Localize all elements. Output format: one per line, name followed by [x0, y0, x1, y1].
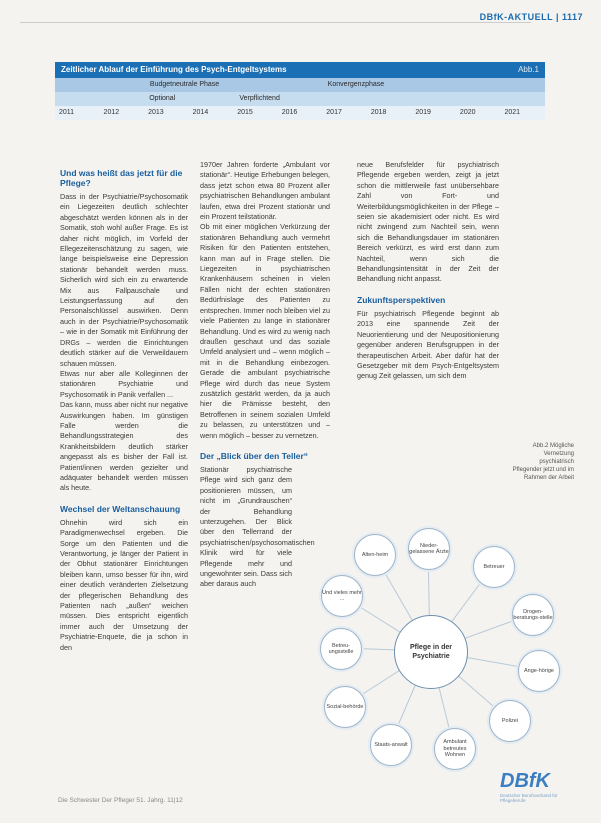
page-footer: Die Schwester Der Pfleger 51. Jahrg. 11|12: [58, 797, 183, 804]
logo-mark: DBfK: [500, 770, 550, 792]
year-cell: 2018: [370, 109, 387, 116]
year-cell: 2021: [504, 109, 521, 116]
year-cell: 2019: [415, 109, 431, 116]
node-altenheim: Alten-heim: [354, 534, 396, 576]
header-rule: [20, 22, 531, 23]
figure-caption: Abb.2 Mögliche Vernetzung psychiatrisch Pflegender jetzt und im Rahmen der Arbeit: [512, 443, 574, 481]
center-node: Pflege in der Psychiatrie: [394, 615, 468, 689]
year-cell: 2017: [326, 109, 342, 116]
page-header: [0, 0, 601, 20]
node-polizei: Polizei: [489, 700, 531, 742]
sub-verpflichtend: Verpflichtend: [239, 95, 280, 102]
year-cell: 2011: [59, 109, 75, 116]
network-diagram: [300, 520, 580, 780]
timeline-figure: [55, 62, 545, 120]
node-sozial: Sozial-behörde: [324, 686, 366, 728]
node-drogen: Drogen-beratungs-stelle: [512, 594, 554, 636]
paragraph: Dass in der Psychiatrie/Psychosomatik ein Liegezeiten deutlich schlechter abgeschätzt werden können als in der Somatik, stoh wohl außer Frage. Es ist daher nicht möglich, im Vorfeld der Ellegezeitenschätzung zu sagen, wie lange beispielsweise eine Depression stationär behandelt werden muss. Sicherlich wird sich ein zu erwartende Mix aus Fallpauschale und Leistungserfassung auf den Personalschlüssel auswirken. Denn auch in der Psychiatrie/Psychosomatik – wie in der Somatik mit Einführung der DRGs – werden die Einrichtungen deutlich stärker auf die Verweildauern schauen müssen.: [60, 192, 188, 368]
timeline-title-text: Zeitlicher Ablauf der Einführung des Psych-Entgeltsystems: [61, 65, 287, 74]
timeline-title: [55, 62, 545, 78]
section-heading: Und was heißt das jetzt für die Pflege?: [60, 168, 183, 188]
year-cell: 2012: [103, 109, 120, 116]
timeline-years-row: [55, 106, 545, 120]
node-angehoerige: Ange-hörige: [518, 650, 560, 692]
paragraph: Das kann, muss aber nicht nur negative Auswirkungen haben. Im günstigen Falle werden die Behandlungsstrategien des Krankheitsbildern deutlich stärker angepasst als es bisher der Fall ist. Patient/innen werden gezielter und adäquater behandelt werden müssen als heute.: [60, 400, 188, 493]
paragraph: Ob mit einer möglichen Verkürzung der stationären Behandlung auch vermehrt Risiken für den Patienten entstehen, kann man auf in Frage stellen. Die Liegezeiten in psychiatrischen Krankenhäusern scheinen in vielen Fällen nicht der echten stationären Bedürfnislage des Patienten zu entsprechen. Immer noch bleiben viel zu viele Patienten zu lange in stationärer Behandlung. Und es wird zu wenig nach draußen geschaut und das soziale Umfeld analysiert und – wenn möglich – mit in die Behandlung einbezogen. Gerade die ambulant psychiatrische Pflege wird durch das neue System zusätzlich gestärkt werden, da ja auch hier die Prämisse besteht, den Betroffenen in seinem sozialen Umfeld zu belassen, zu unterstützen und – wenn möglich – besser zu vernetzen.: [200, 222, 330, 440]
node-betreuungsstelle: Betreu-ungsstelle: [320, 628, 362, 670]
year-cell: 2013: [148, 109, 164, 116]
sub-optional: Optional: [149, 95, 176, 102]
node-aerzte: Nieder-gelassene Ärzte: [408, 528, 450, 570]
node-staats: Staats-anwalt: [370, 724, 412, 766]
paragraph: Etwas nur aber alle Kolleginnen der stationären Psychiatrie und Psychosomatik in Panik verfallen ...: [60, 368, 188, 399]
paragraph: neue Berufsfelder für psychiatrisch Pflegende ergeben werden, zeigt ja jetzt schon die mittlerweile fast unübersehbare Zahl von Fort- und Weiterbildungsmöglichkeiten in der Pflege – seien sie akademisiert oder nicht. Es wird nicht zwingend zum Nachteil sein, wenn sich die Behandlungsdauer im stationären Bereich verkürzt, es wird erst dann zum Nachteil, wenn sich die Behandlungsintensität in der Zeit der Behandlung nicht anpasst.: [357, 160, 499, 284]
year-cell: 2020: [459, 109, 476, 116]
timeline-sub-row: [55, 92, 545, 106]
text-column-1: [60, 168, 188, 653]
section-heading: Der „Blick über den Teller“: [200, 450, 309, 461]
section-heading: Zukunftsperspektiven: [357, 294, 446, 305]
header-label: DBfK-AKTUELL | 1117: [479, 12, 583, 22]
year-cell: 2014: [192, 109, 209, 116]
text-column-3: [357, 160, 499, 382]
node-ambulant: Ambulant betreutes Wohnen: [434, 728, 476, 770]
timeline-phase-row: [55, 78, 545, 92]
dbfk-logo: [500, 770, 580, 810]
node-vieles: Und vieles mehr ...: [321, 575, 363, 617]
year-cell: 2016: [281, 109, 298, 116]
phase-budget: Budgetneutrale Phase: [149, 81, 220, 88]
logo-subtitle: Deutscher Berufsverband für Pflegeberufe: [500, 793, 558, 803]
paragraph: Ohnehin wird sich ein Paradigmenwechsel ergeben. Die Sorge um den Patienten und die Verantwortung, je länger der Patient in der Obhut stationärer Einrichtungen bleiben kann, umso besser für ihn, wird einer deutlich veränderten Zielsetzung der pflegerischen Behandlung des Patienten nach „außen“ weichen müssen. Dies entspricht eigentlich immer auch der Umsetzung der Psychiatrie-Enquete, die ja schon in den: [60, 517, 188, 652]
timeline-tag: Abb.1: [518, 65, 539, 74]
paragraph: 1970er Jahren forderte „Ambulant vor stationär“. Heutige Erhebungen belegen, dass jetzt schon etwa 80 Prozent aller psychiatrischen Behandlungen ambulant laufen, etwa drei Prozent stationär und ein Prozent teilstationär.: [200, 160, 330, 222]
paragraph: Stationär psychiatrische Pflege wird sich ganz dem positionieren müssen, um nicht im „Grundrauschen“ der Behandlung unterzugehen. Der Blick über den Tellerrand der psychiatrischen/psychosomatischen Klinik wird für viele Pflegende mehr und ungewohnter sein. Dass sich aber daraus auch: [200, 464, 315, 589]
phase-konvergenz: Konvergenzphase: [327, 81, 385, 88]
paragraph: Für psychiatrisch Pflegende beginnt ab 2013 eine spannende Zeit der Neuorientierung und der Neupositionierung gegenüber anderen Berufsgruppen in der therapeutischen Arbeit. Aber dafür hat der Gesetzgeber mit dem Psych-Entgeltsystem genug Zeit gelassen, um sich dem: [357, 308, 499, 381]
year-cell: 2015: [237, 109, 253, 116]
node-betreuer: Betreuer: [473, 546, 515, 588]
section-heading: Wechsel der Weltanschauung: [60, 503, 181, 514]
